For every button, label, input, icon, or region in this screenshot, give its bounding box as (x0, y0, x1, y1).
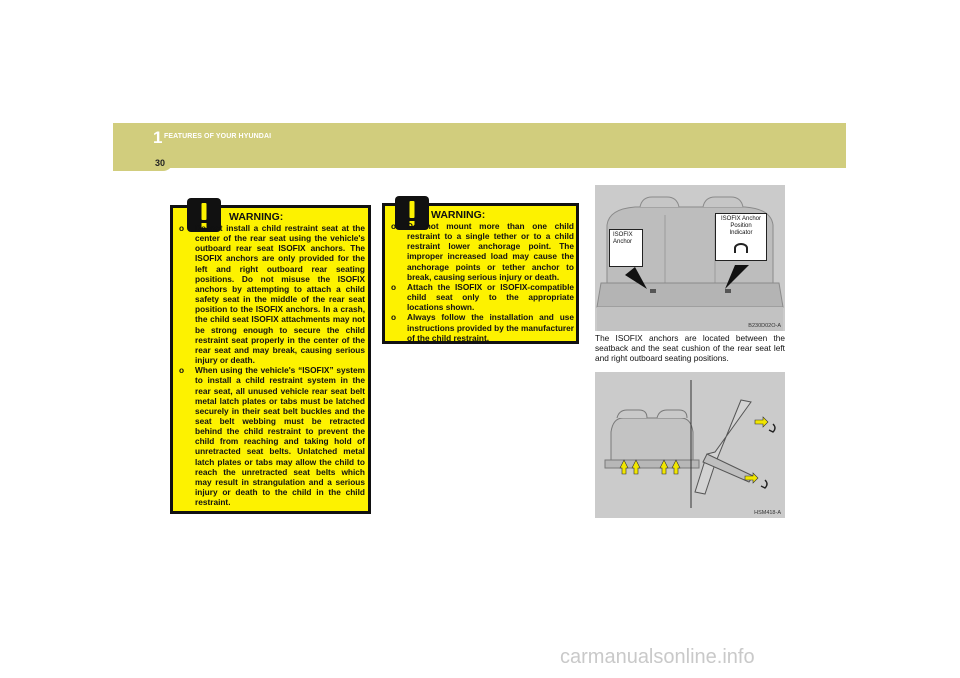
bullet: o (391, 221, 397, 231)
label-text: ISOFIX Anchor (613, 232, 633, 245)
bullet: o (179, 223, 185, 233)
warning-item-text: Always follow the installation and use instructions provided by the manufacturer of the child restraint. (407, 312, 574, 343)
chapter-title: FEATURES OF YOUR HYUNDAI (164, 133, 272, 140)
chapter-number: 1 (153, 128, 163, 147)
header-band (113, 123, 846, 168)
warning-item-text: Do not mount more than one child restraint to a single tether or to a child restraint lower anchorage point. The improper increased load may cause the anchorage points or tether anchor to break, causing serious injury or death. (407, 221, 574, 282)
label-text: ISOFIX Anchor Position Indicator (720, 216, 762, 236)
warning-item-text: Attach the ISOFIX or ISOFIX-compatible child seat only to the appropriate locations shown. (407, 281, 574, 313)
body-paragraph: The ISOFIX anchors are located between the seatback and the seat cushion of the rear seat left and right outboard seating positions. (595, 333, 785, 363)
anchor-indicator-icon (734, 243, 748, 253)
isofix-seat-illustration (595, 185, 785, 331)
figure-code: B230D02O-A (748, 323, 781, 329)
warning-list (389, 221, 574, 343)
bullet: o (179, 365, 185, 376)
warning-title: WARNING: (229, 211, 284, 223)
warning-item (177, 223, 365, 365)
warning-list (177, 223, 365, 507)
isofix-anchor-label (609, 229, 643, 267)
warning-title: WARNING: (431, 209, 486, 221)
warning-item (177, 365, 365, 507)
watermark: carmanualsonline.info (560, 646, 755, 668)
warning-item-text: Do not install a child restraint seat at the center of the rear seat using the vehicle's outboard rear seat ISOFIX anchors. The ISOFIX anchors are only provided for the left and right outboard rear seating positions. Do not misuse the ISOFIX anchors by attempting to attach a child safety seat in the middle of the rear seat position to the ISOFIX anchors. In a crash, the child seat ISOFIX attachments may not be strong enough to secure the child restraint seat properly in the center of the rear seat and may break, causing serious injury or death. (195, 223, 365, 366)
warning-item-text: When using the vehicle's “ISOFIX” system to install a child restraint system in the rear seat, all unused vehicle rear seat belt metal latch plates or tabs must be latched securely in their seat belt buckles and the seat belt webbing must be retracted behind the child restraint to prevent the child from reaching and taking hold of unretracted seat belts. Unlatched metal latch plates or tabs may allow the child to reach the unretracted seat belts which may result in strangulation and a serious injury or death to the child in the child restraint. (195, 365, 365, 508)
bullet: o (391, 281, 397, 292)
warning-box-right (382, 203, 579, 344)
figure-code: HSM418-A (754, 510, 781, 516)
installation-drawing (595, 372, 785, 518)
isofix-installation-illustration (595, 372, 785, 518)
warning-box-left (170, 205, 371, 514)
page-number: 30 (155, 158, 166, 168)
isofix-position-indicator-label (715, 213, 767, 261)
warning-item (389, 282, 574, 312)
warning-item (389, 221, 574, 282)
warning-item (389, 312, 574, 342)
bullet: o (391, 312, 397, 323)
